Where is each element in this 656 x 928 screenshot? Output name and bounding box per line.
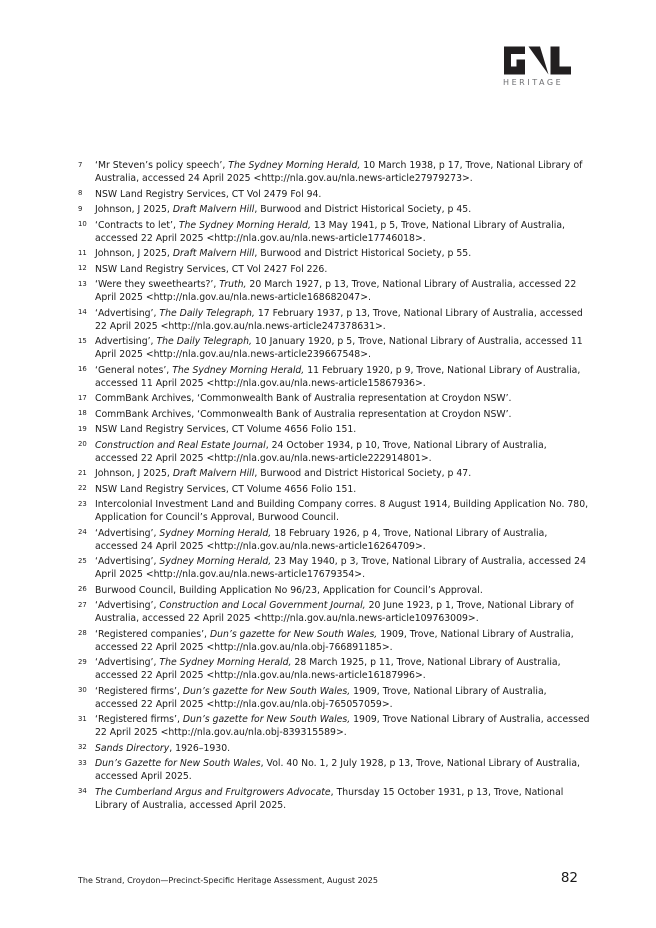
footnote-text-segment: ‘Advertising’, (95, 556, 160, 567)
footnote-title-segment: The Sydney Morning Herald, (172, 364, 305, 376)
footnote-item (78, 527, 591, 553)
footnote-text-segment: 13 May 1941, p 5, Trove, National Library of Australia, accessed 22 April 2025 <http://nla.gov.au/nla.news-article17746018>. (95, 219, 565, 244)
footnote-item (78, 263, 591, 276)
footnote-text (95, 423, 591, 436)
footnote-item (78, 219, 591, 245)
footnote-item (78, 423, 591, 436)
footnote-number: 28 (78, 629, 87, 637)
footnote-text-segment: Burwood Council, Building Application No 96/23, Application for Council’s Approval. (95, 584, 483, 596)
footnote-text-segment: CommBank Archives, ‘Commonwealth Bank of Australia representation at Croydon NSW’. (95, 393, 512, 404)
footnote-text-segment: , Vol. 40 No. 1, 2 July 1928, p 13, Trove, National Library of Australia, accessed April 2025. (95, 758, 580, 782)
footnote-text (95, 247, 591, 260)
footnote-text-segment: 20 March 1927, p 13, Trove, National Library of Australia, accessed 22 April 2025 <http://nla.gov.au/nla.news-article168682047>. (95, 279, 577, 303)
footnote-text (95, 364, 591, 390)
footnote-number: 33 (78, 758, 87, 767)
footnote-item (78, 335, 591, 361)
footnote-text (95, 527, 591, 553)
footnote-number: 30 (78, 686, 87, 694)
footnote-text-segment: , 24 October 1934, p 10, Trove, National Library of Australia, accessed 22 April 2025 <http://nla.gov.au/nla.news-article222914801>. (95, 439, 547, 464)
footnote-text (95, 656, 591, 682)
footnote-text-segment: NSW Land Registry Services, CT Vol 2427 Fol 226. (95, 263, 328, 275)
footnote-number: 7 (78, 160, 83, 169)
footnote-text (95, 467, 591, 480)
footnote-text (95, 483, 591, 496)
footnote-item (78, 599, 591, 625)
footnote-item (78, 584, 591, 597)
footnote-number: 10 (78, 220, 87, 228)
footnote-text-segment: ‘Advertising’, (95, 600, 160, 611)
footnote-item (78, 188, 591, 201)
footnote-number: 18 (78, 409, 87, 417)
footnote-text-segment: ‘Contracts to let’, (95, 219, 179, 231)
footnote-title-segment: Draft Malvern Hill (172, 248, 255, 259)
footnote-item (78, 656, 591, 682)
footnote-text-segment: Johnson, J 2025, (95, 204, 173, 215)
footnote-title-segment: The Cumberland Argus and Fruitgrowers Advocate (95, 786, 331, 798)
footer-page-number: 82 (560, 870, 578, 886)
footnote-title-segment: Draft Malvern Hill (172, 468, 255, 479)
footnote-number: 29 (78, 657, 87, 666)
footnote-title-segment: The Daily Telegraph, (159, 307, 255, 319)
footnote-number: 17 (78, 393, 87, 402)
footnote-item (78, 278, 591, 304)
footnote-title-segment: Truth, (219, 279, 247, 290)
logo-heritage-text: HERITAGE (503, 78, 564, 87)
footnote-text (95, 278, 591, 304)
footnote-number: 34 (78, 787, 87, 795)
gml-heritage-logo (503, 46, 573, 87)
footnote-item (78, 307, 591, 333)
footnote-text-segment: 10 March 1938, p 17, Trove, National Library of Australia, accessed 24 April 2025 <http://nla.gov.au/nla.news-article27979273>. (95, 160, 583, 184)
footnote-text (95, 392, 591, 405)
footnote-text-segment: NSW Land Registry Services, CT Volume 4656 Folio 151. (95, 424, 357, 435)
footnote-text-segment: ‘Mr Steven’s policy speech’, (95, 160, 229, 171)
footnote-item (78, 628, 591, 654)
footnote-number: 12 (78, 264, 87, 272)
footnote-text-segment: 20 June 1923, p 1, Trove, National Library of Australia, accessed 22 April 2025 <http://nla.gov.au/nla.news-article109763009>. (95, 600, 574, 624)
footnote-number: 23 (78, 499, 87, 508)
footnote-text (95, 685, 591, 711)
footnote-item (78, 392, 591, 405)
footnote-number: 9 (78, 204, 83, 213)
footnote-text-segment: ‘Registered firms’, (95, 685, 183, 697)
footnote-text-segment: Intercolonial Investment Land and Building Company corres. 8 August 1914, Building Application No. 780, Application for Council’s Approval, Burwood Council. (95, 499, 589, 523)
footnote-text-segment: , 1926–1930. (169, 742, 231, 754)
footnote-text (95, 498, 591, 524)
footnote-item (78, 467, 591, 480)
footnote-item (78, 786, 591, 812)
footnote-title-segment: Sydney Morning Herald, (159, 556, 272, 567)
footnote-text-segment: ‘Registered companies’, (95, 628, 210, 640)
footnote-text-segment: ‘Advertising’, (95, 527, 160, 539)
footnote-number: 21 (78, 468, 87, 477)
footnote-text (95, 628, 591, 654)
footnote-text-segment: 1909, Trove, National Library of Australia, accessed 22 April 2025 <http://nla.gov.au/nla.obj-765057059>. (95, 685, 547, 710)
footnote-number: 31 (78, 714, 87, 723)
footnote-title-segment: Sydney Morning Herald, (159, 527, 272, 539)
footnote-title-segment: Draft Malvern Hill (172, 204, 255, 215)
footnote-text-segment: ‘Were they sweethearts?’, (95, 279, 220, 290)
footnote-text-segment: 1909, Trove National Library of Australia, accessed 22 April 2025 <http://nla.gov.au/nla.obj-839315589>. (95, 714, 590, 738)
footnote-text (95, 408, 591, 421)
footnote-text (95, 555, 591, 581)
footnote-text (95, 203, 591, 216)
footnote-text (95, 439, 591, 465)
footnote-text-segment: 10 January 1920, p 5, Trove, National Library of Australia, accessed 11 April 2025 <http://nla.gov.au/nla.news-article239667548>. (95, 336, 583, 360)
footnote-number: 32 (78, 743, 87, 751)
footnote-title-segment: Dun’s gazette for New South Wales, (182, 685, 351, 697)
footnote-text-segment: CommBank Archives, ‘Commonwealth Bank of Australia representation at Croydon NSW’. (95, 408, 512, 420)
footnote-number: 15 (78, 336, 87, 345)
footnote-item (78, 742, 591, 755)
footnote-text-segment: Johnson, J 2025, (95, 468, 173, 479)
footnote-number: 16 (78, 365, 87, 373)
footnote-text-segment: 17 February 1937, p 13, Trove, National Library of Australia, accessed 22 April 2025 <http://nla.gov.au/nla.news-article247378631>. (95, 307, 583, 332)
footnote-number: 27 (78, 600, 87, 609)
footnote-text-segment: 1909, Trove, National Library of Australia, accessed 22 April 2025 <http://nla.gov.au/nla.obj-766891185>. (95, 628, 574, 653)
footnote-item (78, 203, 591, 216)
footnote-number: 19 (78, 424, 87, 433)
footnote-item (78, 159, 591, 185)
footnote-text (95, 335, 591, 361)
footnote-number: 14 (78, 308, 87, 316)
footnote-title-segment: Construction and Local Government Journal, (159, 600, 366, 611)
footnote-text (95, 742, 591, 755)
footnote-item (78, 713, 591, 739)
footnote-item (78, 757, 591, 783)
footnote-item (78, 364, 591, 390)
footnote-text-segment: 28 March 1925, p 11, Trove, National Library of Australia, accessed 22 April 2025 <http://nla.gov.au/nla.news-article16187996>. (95, 657, 561, 681)
footnote-item (78, 685, 591, 711)
gml-logo-icon (503, 46, 572, 75)
footnote-title-segment: Dun’s gazette for New South Wales, (182, 714, 351, 725)
footnote-text-segment: Johnson, J 2025, (95, 248, 173, 259)
footer-document-title: The Strand, Croydon—Precinct-Specific Heritage Assessment, August 2025 (78, 876, 378, 885)
footnote-text-segment: Advertising’, (95, 336, 157, 347)
footnote-number: 13 (78, 279, 87, 288)
footnote-number: 25 (78, 556, 87, 565)
footnote-text-segment: ‘General notes’, (95, 364, 173, 376)
footnote-text-segment: ‘Advertising’, (95, 657, 160, 668)
footnote-number: 22 (78, 484, 87, 492)
footnote-text-segment: ‘Advertising’, (95, 307, 160, 319)
footnote-title-segment: Dun’s gazette for New South Wales, (209, 628, 378, 640)
footnote-text (95, 307, 591, 333)
footnote-text (95, 159, 591, 185)
footnote-text-segment: ‘Registered firms’, (95, 714, 183, 725)
footnote-text (95, 786, 591, 812)
footnote-text-segment: 23 May 1940, p 3, Trove, National Library of Australia, accessed 24 April 2025 <http://nla.gov.au/nla.news-article17679354>. (95, 556, 586, 580)
footnote-text (95, 713, 591, 739)
footnote-text (95, 584, 591, 597)
footnote-text (95, 188, 591, 201)
footnote-text-segment: NSW Land Registry Services, CT Vol 2479 Fol 94. (95, 188, 322, 200)
footnote-text-segment: , Burwood and District Historical Society, p 55. (254, 248, 472, 259)
footnote-item (78, 555, 591, 581)
footnote-text-segment: , Thursday 15 October 1931, p 13, Trove, National Library of Australia, accessed April 2025. (95, 786, 564, 811)
footnote-title-segment: Construction and Real Estate Journal (95, 439, 266, 451)
footnote-title-segment: The Daily Telegraph, (156, 336, 252, 347)
footnote-text (95, 263, 591, 276)
footnote-item (78, 483, 591, 496)
footnote-item (78, 439, 591, 465)
footnote-item (78, 498, 591, 524)
footnote-number: 11 (78, 248, 87, 257)
footnote-number: 8 (78, 189, 83, 197)
footnote-text-segment: 11 February 1920, p 9, Trove, National Library of Australia, accessed 11 April 2025 <http://nla.gov.au/nla.news-article15867936>. (95, 364, 581, 389)
footnote-text-segment: NSW Land Registry Services, CT Volume 4656 Folio 151. (95, 483, 357, 495)
footnote-item (78, 408, 591, 421)
footnote-text (95, 757, 591, 783)
footnote-title-segment: The Sydney Morning Herald, (159, 657, 292, 668)
footnote-number: 24 (78, 528, 87, 536)
footnote-title-segment: Sands Directory (95, 742, 170, 754)
footnotes-list (78, 159, 591, 814)
footnote-text (95, 599, 591, 625)
footnote-title-segment: Dun’s Gazette for New South Wales (95, 758, 261, 769)
footnote-text-segment: , Burwood and District Historical Society, p 45. (254, 204, 472, 215)
footnote-item (78, 247, 591, 260)
footnote-title-segment: The Sydney Morning Herald, (228, 160, 361, 171)
footnote-number: 20 (78, 440, 87, 448)
footnote-text-segment: 18 February 1926, p 4, Trove, National Library of Australia, accessed 24 April 2025 <http://nla.gov.au/nla.news-article16264709>. (95, 527, 548, 552)
footnote-text (95, 219, 591, 245)
footnote-number: 26 (78, 585, 87, 593)
footnote-title-segment: The Sydney Morning Herald, (178, 219, 311, 231)
footnote-text-segment: , Burwood and District Historical Society, p 47. (254, 468, 472, 479)
